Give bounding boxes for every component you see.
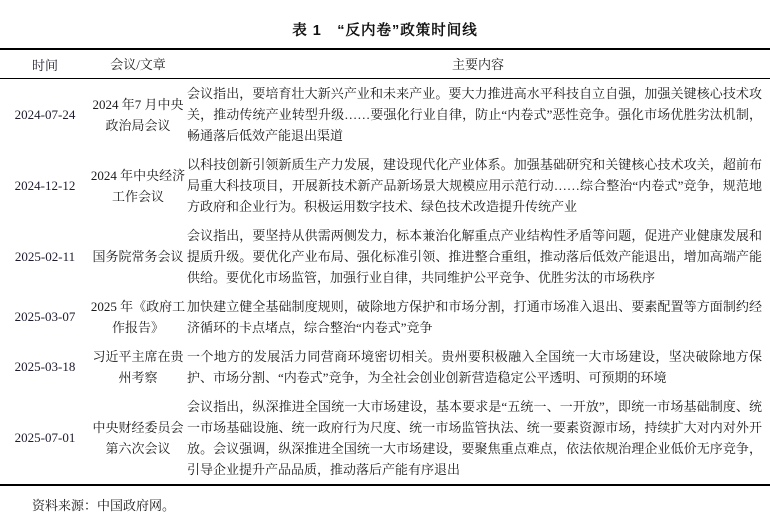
date-cell: 2025-02-11 <box>14 248 76 264</box>
table-row <box>0 79 770 150</box>
content-cell: 以科技创新引领新质生产力发展，建设现代化产业体系。加强基础研究和关键核心技术攻关，超前布局重大科技项目，开展新技术新产品新场景大规模应用示范行动……综合整治“内卷式”竞争，规范地方政府和企业行为。积极运用数字技术、绿色技术改造提升传统产业 <box>187 157 762 214</box>
meeting-label: 习近平主席在贵州考察 <box>92 349 184 385</box>
source-note: 资料来源：中国政府网。 <box>32 498 176 513</box>
table-header-row <box>0 50 770 79</box>
date-cell: 2024-12-12 <box>14 177 76 193</box>
content-cell: 会议指出，要坚持从供需两侧发力，标本兼治化解重点产业结构性矛盾等问题，促进产业健康发展和提质升级。要优化产业布局、强化标准引领、推进整合重组，推动落后低效产能退出，增加高端产能供给。要优化市场监管，加强行业自律，共同维护公平竞争、优胜劣汰的市场秩序 <box>187 228 762 285</box>
content-cell: 加快建立健全基础制度规则，破除地方保护和市场分割，打通市场准入退出、要素配置等方面制约经济循环的卡点堵点，综合整治“内卷式”竞争 <box>187 299 762 335</box>
meeting-label: 2025 年《政府工作报告》 <box>90 299 186 335</box>
meeting-label: 中央财经委员会第六次会议 <box>92 420 184 456</box>
table-title: 表 1 “反内卷”政策时间线 <box>292 23 478 39</box>
table-row <box>0 221 770 292</box>
meeting-cell <box>90 392 186 484</box>
policy-timeline-table <box>0 48 770 486</box>
meeting-cell <box>90 221 186 292</box>
header-cell-time: 时间 <box>31 57 58 73</box>
meeting-cell <box>90 150 186 221</box>
meeting-cell <box>90 292 186 342</box>
content-cell: 会议指出，纵深推进全国统一大市场建设，基本要求是“五统一、一开放”，即统一市场基础制度、统一市场基础设施、统一政府行为尺度、统一市场监管执法、统一要素资源市场，持续扩大对内对外开放。会议强调，纵深推进全国统一大市场建设，要聚焦重点难点，依法依规治理企业低价无序竞争，引导企业提升产品品质，推动落后产能有序退出 <box>187 399 762 477</box>
date-cell: 2024-07-24 <box>14 106 76 122</box>
header-cell-content: 主要内容 <box>451 56 504 72</box>
content-cell: 一个地方的发展活力同营商环境密切相关。贵州要积极融入全国统一大市场建设，坚决破除地方保护、市场分割、“内卷式”竞争，为全社会创业创新营造稳定公平透明、可预期的环境 <box>187 349 762 385</box>
meeting-cell <box>90 79 186 150</box>
date-cell: 2025-03-18 <box>14 359 76 374</box>
table-row <box>0 342 770 392</box>
table-row <box>0 292 770 342</box>
meeting-label: 2024 年中央经济工作会议 <box>90 167 186 204</box>
date-cell: 2025-07-01 <box>14 430 76 445</box>
meeting-label: 2024 年7 月中央政治局会议 <box>92 96 184 133</box>
date-cell: 2025-03-07 <box>14 309 76 324</box>
table-row <box>0 392 770 484</box>
table-row <box>0 150 770 221</box>
content-cell: 会议指出，要培育壮大新兴产业和未来产业。要大力推进高水平科技自立自强，加强关键核心技术攻关，推动传统产业转型升级……要强化行业自律，防止“内卷式”恶性竞争。强化市场优胜劣汰机制，畅通落后低效产能退出渠道 <box>187 86 762 143</box>
meeting-label: 国务院常务会议 <box>92 249 184 264</box>
header-cell-meeting: 会议/文章 <box>110 56 166 72</box>
meeting-cell <box>90 342 186 392</box>
